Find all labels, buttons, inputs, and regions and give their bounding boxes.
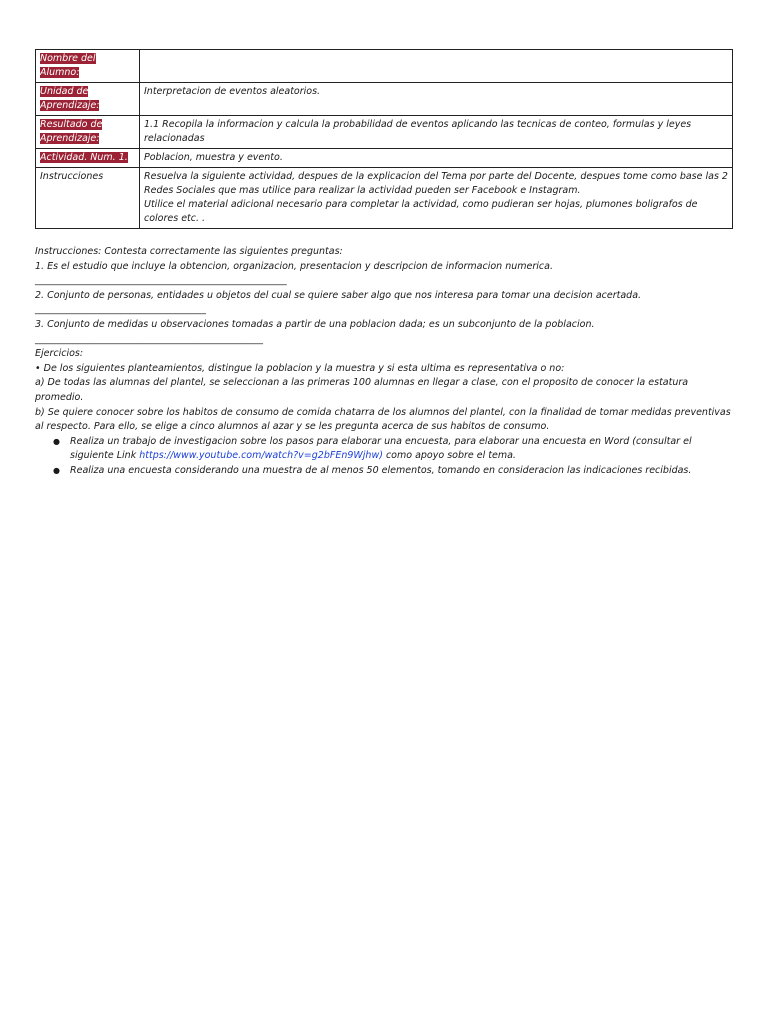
instructions-heading: Instrucciones: Contesta correctamente las siguientes preguntas: <box>35 246 343 257</box>
question-1: 1. Es el estudio que incluye la obtencion, organizacion, presentacion y descripcion de informacion numerica. <box>35 260 553 272</box>
label-cell <box>36 149 140 168</box>
value-cell <box>140 50 733 83</box>
youtube-link[interactable]: https://www.youtube.com/watch?v=g2bFEn9Wjhw) <box>139 450 383 462</box>
unidad-value: Interpretacion de eventos aleatorios. <box>144 86 321 97</box>
document-page <box>35 49 733 479</box>
question-2: 2. Conjunto de personas, entidades u objetos del cual se quiere saber algo que nos interesa para tomar una decision acertada. <box>35 289 642 301</box>
value-cell <box>140 83 733 116</box>
answer-blank-1[interactable]: _____________________________________________________ <box>35 275 287 287</box>
answer-blank-3[interactable]: ________________________________________________ <box>35 333 263 345</box>
label-cell <box>36 50 140 83</box>
actividad-value: Poblacion, muestra y evento. <box>144 152 283 163</box>
exercise-item-a: a) De todas las alumnas del plantel, se seleccionan a las primeras 100 alumnas en llegar a clase, con el proposito de conocer la estatura promedio. <box>35 377 689 403</box>
list-item <box>53 435 733 464</box>
task-list <box>35 435 733 479</box>
worksheet-body <box>35 245 733 479</box>
task-2-text: Realiza una encuesta considerando una muestra de al menos 50 elementos, tomando en consideracion las indicaciones recibidas. <box>70 464 692 476</box>
label-actividad: Actividad. Num. 1. <box>40 152 128 163</box>
instrucciones-paragraph-2: Utilice el material adicional necesario para completar la actividad, como pudieran ser hojas, plumones boligrafos de colores etc. . <box>144 199 698 224</box>
table-row <box>36 50 733 83</box>
label-nombre: Nombre del Alumno: <box>40 53 96 78</box>
value-cell <box>140 168 733 229</box>
exercises-heading: Ejercicios: <box>35 348 84 360</box>
question-3: 3. Conjunto de medidas u observaciones tomadas a partir de una poblacion dada; es un subconjunto de la poblacion. <box>35 318 595 330</box>
label-instrucciones: Instrucciones <box>40 171 104 182</box>
resultado-value: 1.1 Recopila la informacion y calcula la probabilidad de eventos aplicando las tecnicas de conteo, formulas y leyes relacionadas <box>144 119 692 144</box>
value-cell <box>140 116 733 149</box>
label-cell <box>36 116 140 149</box>
exercises-intro: • De los siguientes planteamientos, distingue la poblacion y la muestra y si esta ultima es representativa o no: <box>35 362 565 374</box>
label-unidad: Unidad de Aprendizaje: <box>40 86 100 111</box>
label-resultado: Resultado de Aprendizaje: <box>40 119 103 144</box>
label-cell <box>36 168 140 229</box>
list-item <box>53 464 733 479</box>
exercise-item-b: b) Se quiere conocer sobre los habitos de consumo de comida chatarra de los alumnos del plantel, con la finalidad de tomar medidas preventivas al respecto. Para ello, se elige a cinco alumnos al azar y se les pregunta acerca de sus habitos de consumo. <box>35 406 731 433</box>
task-1-text: Realiza un trabajo de investigacion sobre los pasos para elaborar una encuesta, para elaborar una encuesta en Word (consultar el siguiente Link <box>70 435 692 462</box>
task-1-text-end: como apoyo sobre el tema. <box>382 450 516 462</box>
table-row <box>36 168 733 229</box>
instrucciones-paragraph-1: Resuelva la siguiente actividad, despues de la explicacion del Tema por parte del Docente, despues tome como base las 2 Redes Sociales que mas utilice para realizar la actividad pueden ser Facebook e Instagram. <box>144 171 728 196</box>
table-row <box>36 149 733 168</box>
value-cell <box>140 149 733 168</box>
table-row <box>36 116 733 149</box>
label-cell <box>36 83 140 116</box>
activity-info-table <box>35 49 733 229</box>
answer-blank-2[interactable]: ____________________________________ <box>35 304 206 316</box>
table-row <box>36 83 733 116</box>
